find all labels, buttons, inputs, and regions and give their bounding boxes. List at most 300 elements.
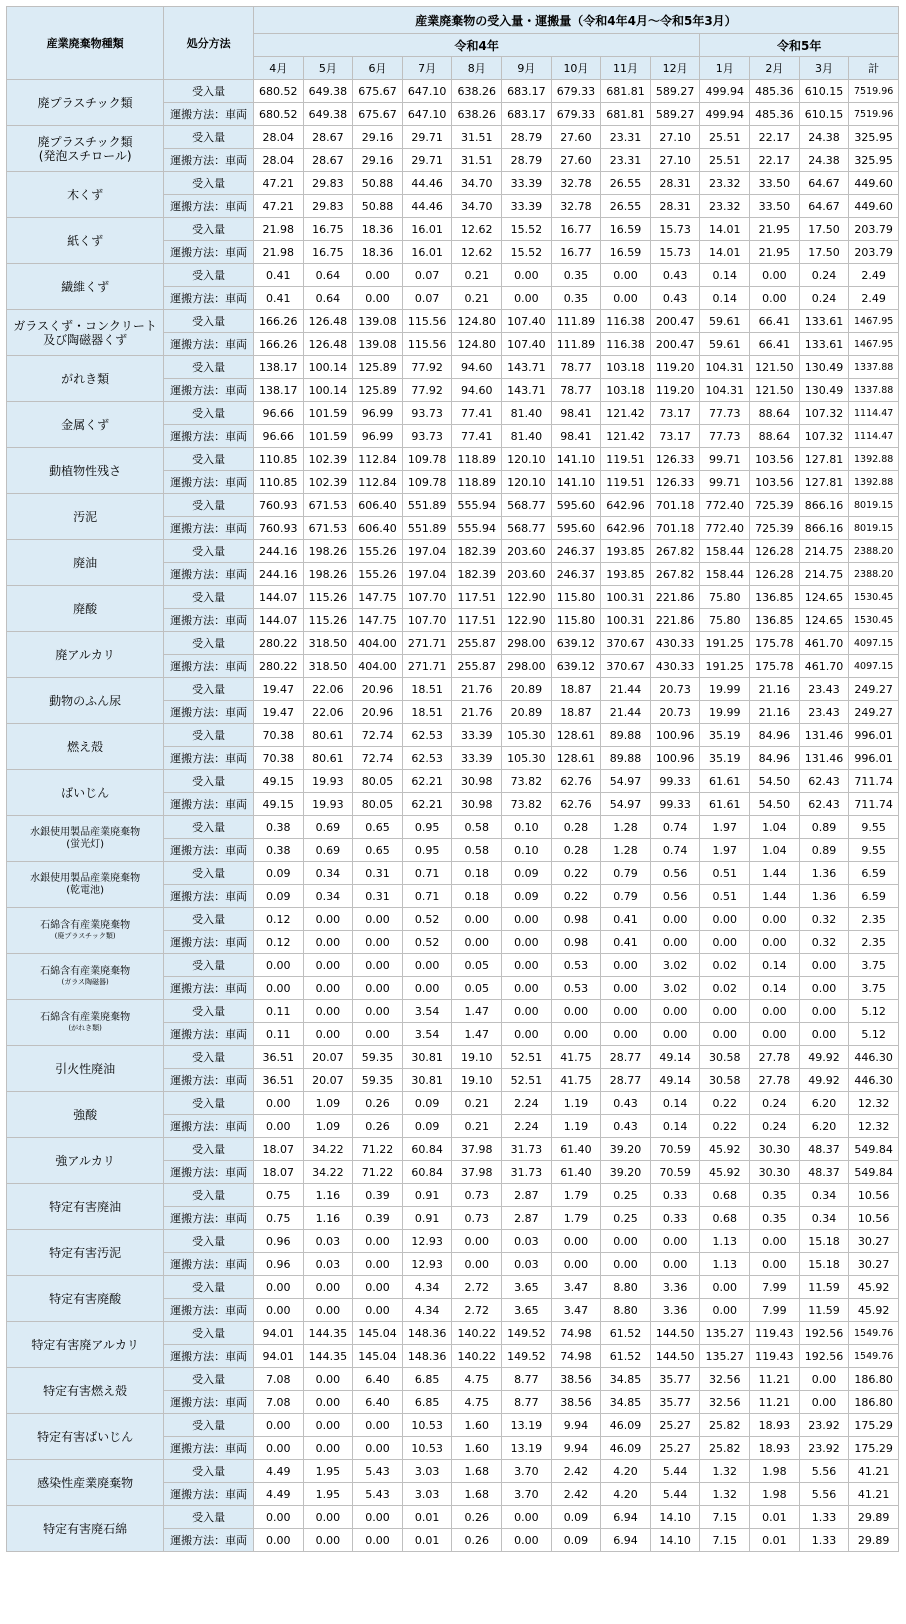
value-cell: 0.01 [402, 1529, 452, 1552]
value-cell: 0.00 [551, 1023, 601, 1046]
value-cell: 102.39 [303, 448, 353, 471]
waste-type-cell [7, 1184, 164, 1230]
value-cell: 35.19 [700, 747, 750, 770]
value-cell: 0.69 [303, 839, 353, 862]
value-cell: 1.47 [452, 1023, 502, 1046]
value-cell: 772.40 [700, 494, 750, 517]
value-cell: 1.79 [551, 1207, 601, 1230]
value-cell: 0.00 [799, 1000, 849, 1023]
value-cell: 23.31 [601, 126, 651, 149]
table-row [7, 310, 899, 333]
value-cell: 0.00 [353, 1000, 403, 1023]
value-cell: 0.07 [402, 287, 452, 310]
value-cell: 0.53 [551, 954, 601, 977]
header-month: 1月 [700, 57, 750, 80]
value-cell: 244.16 [253, 563, 303, 586]
value-cell: 182.39 [452, 540, 502, 563]
value-cell: 124.65 [799, 586, 849, 609]
value-cell: 28.31 [650, 172, 700, 195]
value-cell: 18.07 [253, 1161, 303, 1184]
value-cell: 1.33 [799, 1506, 849, 1529]
value-cell: 0.96 [253, 1253, 303, 1276]
table-row [7, 264, 899, 287]
value-cell: 46.09 [601, 1414, 651, 1437]
value-cell: 33.39 [502, 195, 552, 218]
value-cell: 680.52 [253, 103, 303, 126]
method-transport: 運搬方法：車両 [164, 839, 254, 862]
value-cell: 244.16 [253, 540, 303, 563]
value-cell: 0.00 [253, 1506, 303, 1529]
value-cell: 0.12 [253, 931, 303, 954]
value-cell: 118.89 [452, 448, 502, 471]
value-cell: 115.26 [303, 609, 353, 632]
value-cell: 64.67 [799, 195, 849, 218]
value-cell: 1.09 [303, 1092, 353, 1115]
value-cell: 671.53 [303, 517, 353, 540]
value-cell: 0.25 [601, 1184, 651, 1207]
value-cell: 100.31 [601, 609, 651, 632]
waste-type-cell [7, 1506, 164, 1552]
value-cell: 0.00 [402, 977, 452, 1000]
value-cell: 147.75 [353, 609, 403, 632]
method-receive: 受入量 [164, 264, 254, 287]
header-month: 11月 [601, 57, 651, 80]
value-cell: 6.40 [353, 1391, 403, 1414]
value-cell: 45.92 [700, 1161, 750, 1184]
value-cell: 649.38 [303, 80, 353, 103]
value-cell: 0.09 [551, 1506, 601, 1529]
value-cell: 18.87 [551, 701, 601, 724]
value-cell: 760.93 [253, 517, 303, 540]
value-cell: 107.32 [799, 425, 849, 448]
value-cell: 0.00 [353, 1529, 403, 1552]
value-cell: 568.77 [502, 517, 552, 540]
value-cell: 772.40 [700, 517, 750, 540]
value-cell: 39.20 [601, 1161, 651, 1184]
value-cell: 1.98 [750, 1460, 800, 1483]
value-cell: 120.10 [502, 471, 552, 494]
value-cell: 0.73 [452, 1184, 502, 1207]
value-cell: 0.00 [452, 931, 502, 954]
value-cell: 0.07 [402, 264, 452, 287]
value-cell: 52.51 [502, 1046, 552, 1069]
value-cell: 555.94 [452, 494, 502, 517]
table-row [7, 816, 899, 839]
value-cell: 0.00 [303, 954, 353, 977]
value-cell: 20.07 [303, 1046, 353, 1069]
header-month: 2月 [750, 57, 800, 80]
value-cell: 102.39 [303, 471, 353, 494]
value-cell: 8.77 [502, 1368, 552, 1391]
value-cell: 1.13 [700, 1253, 750, 1276]
method-transport: 運搬方法：車両 [164, 241, 254, 264]
value-cell: 12.62 [452, 241, 502, 264]
value-cell: 198.26 [303, 540, 353, 563]
method-receive: 受入量 [164, 954, 254, 977]
value-cell: 6.94 [601, 1506, 651, 1529]
value-cell: 94.01 [253, 1322, 303, 1345]
total-cell: 29.89 [849, 1506, 899, 1529]
value-cell: 589.27 [650, 103, 700, 126]
value-cell: 109.78 [402, 471, 452, 494]
value-cell: 81.40 [502, 425, 552, 448]
value-cell: 0.21 [452, 287, 502, 310]
value-cell: 0.52 [402, 931, 452, 954]
value-cell: 30.58 [700, 1069, 750, 1092]
value-cell: 62.53 [402, 747, 452, 770]
waste-type-cell [7, 1092, 164, 1138]
value-cell: 21.44 [601, 701, 651, 724]
waste-type-label: (蛍光灯) [66, 838, 105, 850]
total-cell: 2.49 [849, 264, 899, 287]
value-cell: 17.50 [799, 241, 849, 264]
value-cell: 191.25 [700, 632, 750, 655]
value-cell: 203.60 [502, 540, 552, 563]
value-cell: 140.22 [452, 1345, 502, 1368]
value-cell: 370.67 [601, 655, 651, 678]
value-cell: 29.83 [303, 195, 353, 218]
value-cell: 21.95 [750, 241, 800, 264]
value-cell: 4.20 [601, 1460, 651, 1483]
value-cell: 7.08 [253, 1368, 303, 1391]
value-cell: 0.03 [303, 1230, 353, 1253]
total-cell: 449.60 [849, 195, 899, 218]
value-cell: 0.00 [799, 1023, 849, 1046]
value-cell: 0.26 [452, 1529, 502, 1552]
value-cell: 0.03 [502, 1253, 552, 1276]
method-receive: 受入量 [164, 1414, 254, 1437]
value-cell: 1.16 [303, 1184, 353, 1207]
method-transport: 運搬方法：車両 [164, 609, 254, 632]
value-cell: 0.41 [253, 287, 303, 310]
waste-type-label: 廃油 [73, 555, 98, 570]
value-cell: 100.96 [650, 724, 700, 747]
value-cell: 0.00 [650, 1000, 700, 1023]
method-receive: 受入量 [164, 540, 254, 563]
value-cell: 96.99 [353, 402, 403, 425]
value-cell: 26.55 [601, 172, 651, 195]
table-row [7, 1276, 899, 1299]
value-cell: 0.09 [253, 862, 303, 885]
value-cell: 32.78 [551, 172, 601, 195]
value-cell: 49.15 [253, 793, 303, 816]
value-cell: 760.93 [253, 494, 303, 517]
value-cell: 1.36 [799, 885, 849, 908]
value-cell: 0.00 [303, 1506, 353, 1529]
value-cell: 0.39 [353, 1184, 403, 1207]
value-cell: 0.02 [700, 954, 750, 977]
waste-type-cell [7, 1230, 164, 1276]
value-cell: 17.50 [799, 218, 849, 241]
value-cell: 0.02 [700, 977, 750, 1000]
value-cell: 18.93 [750, 1437, 800, 1460]
value-cell: 725.39 [750, 517, 800, 540]
total-cell: 12.32 [849, 1115, 899, 1138]
value-cell: 16.77 [551, 241, 601, 264]
value-cell: 0.41 [601, 931, 651, 954]
value-cell: 0.00 [253, 954, 303, 977]
value-cell: 100.14 [303, 379, 353, 402]
value-cell: 679.33 [551, 103, 601, 126]
value-cell: 0.00 [353, 931, 403, 954]
table-row [7, 1230, 899, 1253]
value-cell: 0.00 [402, 954, 452, 977]
value-cell: 0.65 [353, 839, 403, 862]
method-receive: 受入量 [164, 172, 254, 195]
value-cell: 606.40 [353, 494, 403, 517]
value-cell: 701.18 [650, 494, 700, 517]
value-cell: 701.18 [650, 517, 700, 540]
total-cell: 3.75 [849, 954, 899, 977]
value-cell: 221.86 [650, 586, 700, 609]
value-cell: 119.20 [650, 356, 700, 379]
method-transport: 運搬方法：車両 [164, 977, 254, 1000]
value-cell: 191.25 [700, 655, 750, 678]
method-receive: 受入量 [164, 80, 254, 103]
value-cell: 143.71 [502, 356, 552, 379]
value-cell: 122.90 [502, 586, 552, 609]
value-cell: 0.00 [303, 908, 353, 931]
value-cell: 1.33 [799, 1529, 849, 1552]
total-cell: 711.74 [849, 770, 899, 793]
value-cell: 0.00 [799, 1391, 849, 1414]
method-receive: 受入量 [164, 1092, 254, 1115]
method-transport: 運搬方法：車両 [164, 1437, 254, 1460]
value-cell: 0.00 [353, 287, 403, 310]
method-transport: 運搬方法：車両 [164, 747, 254, 770]
value-cell: 499.94 [700, 103, 750, 126]
value-cell: 0.58 [452, 816, 502, 839]
value-cell: 48.37 [799, 1161, 849, 1184]
waste-type-cell [7, 448, 164, 494]
value-cell: 0.00 [750, 931, 800, 954]
value-cell: 1.68 [452, 1483, 502, 1506]
value-cell: 31.51 [452, 126, 502, 149]
value-cell: 25.51 [700, 149, 750, 172]
value-cell: 642.96 [601, 517, 651, 540]
total-cell: 1337.88 [849, 356, 899, 379]
method-transport: 運搬方法：車両 [164, 471, 254, 494]
value-cell: 122.90 [502, 609, 552, 632]
waste-type-cell [7, 1322, 164, 1368]
value-cell: 675.67 [353, 80, 403, 103]
value-cell: 37.98 [452, 1161, 502, 1184]
table-row [7, 172, 899, 195]
value-cell: 606.40 [353, 517, 403, 540]
table-row [7, 1322, 899, 1345]
value-cell: 107.40 [502, 333, 552, 356]
value-cell: 0.00 [601, 287, 651, 310]
value-cell: 271.71 [402, 632, 452, 655]
value-cell: 33.50 [750, 195, 800, 218]
method-receive: 受入量 [164, 1322, 254, 1345]
value-cell: 0.22 [551, 885, 601, 908]
value-cell: 5.56 [799, 1483, 849, 1506]
value-cell: 681.81 [601, 103, 651, 126]
value-cell: 675.67 [353, 103, 403, 126]
waste-type-label: 金属くず [61, 417, 110, 432]
value-cell: 0.00 [700, 1276, 750, 1299]
value-cell: 115.56 [402, 333, 452, 356]
value-cell: 8.80 [601, 1276, 651, 1299]
value-cell: 144.07 [253, 586, 303, 609]
value-cell: 0.39 [353, 1207, 403, 1230]
value-cell: 73.17 [650, 425, 700, 448]
value-cell: 30.58 [700, 1046, 750, 1069]
value-cell: 0.00 [750, 1230, 800, 1253]
value-cell: 135.27 [700, 1345, 750, 1368]
value-cell: 12.62 [452, 218, 502, 241]
value-cell: 10.53 [402, 1414, 452, 1437]
value-cell: 200.47 [650, 310, 700, 333]
value-cell: 0.12 [253, 908, 303, 931]
table-row [7, 586, 899, 609]
value-cell: 267.82 [650, 540, 700, 563]
value-cell: 141.10 [551, 448, 601, 471]
value-cell: 0.00 [353, 977, 403, 1000]
header-era-r5: 令和5年 [700, 34, 899, 57]
value-cell: 0.00 [502, 264, 552, 287]
value-cell: 298.00 [502, 632, 552, 655]
method-receive: 受入量 [164, 218, 254, 241]
waste-type-cell [7, 1276, 164, 1322]
value-cell: 0.00 [253, 1276, 303, 1299]
value-cell: 0.51 [700, 862, 750, 885]
value-cell: 29.71 [402, 126, 452, 149]
value-cell: 866.16 [799, 494, 849, 517]
value-cell: 101.59 [303, 402, 353, 425]
value-cell: 107.40 [502, 310, 552, 333]
value-cell: 0.00 [303, 1299, 353, 1322]
value-cell: 138.17 [253, 356, 303, 379]
value-cell: 121.50 [750, 356, 800, 379]
value-cell: 1.68 [452, 1460, 502, 1483]
method-transport: 運搬方法：車両 [164, 333, 254, 356]
waste-type-cell [7, 1368, 164, 1414]
value-cell: 31.73 [502, 1161, 552, 1184]
value-cell: 3.02 [650, 977, 700, 1000]
method-transport: 運搬方法：車両 [164, 655, 254, 678]
value-cell: 0.64 [303, 287, 353, 310]
waste-type-label: 廃酸 [73, 601, 98, 616]
value-cell: 318.50 [303, 655, 353, 678]
value-cell: 30.30 [750, 1161, 800, 1184]
value-cell: 0.00 [253, 1092, 303, 1115]
value-cell: 110.85 [253, 471, 303, 494]
value-cell: 2.24 [502, 1115, 552, 1138]
total-cell: 8019.15 [849, 517, 899, 540]
total-cell: 2.49 [849, 287, 899, 310]
value-cell: 27.78 [750, 1046, 800, 1069]
value-cell: 5.43 [353, 1483, 403, 1506]
value-cell: 0.35 [750, 1184, 800, 1207]
value-cell: 70.59 [650, 1161, 700, 1184]
value-cell: 0.91 [402, 1207, 452, 1230]
value-cell: 28.77 [601, 1046, 651, 1069]
value-cell: 0.14 [750, 977, 800, 1000]
value-cell: 126.28 [750, 540, 800, 563]
total-cell: 4097.15 [849, 632, 899, 655]
waste-type-label: 引火性廃油 [55, 1061, 116, 1076]
value-cell: 16.75 [303, 241, 353, 264]
value-cell: 0.00 [601, 264, 651, 287]
value-cell: 3.70 [502, 1460, 552, 1483]
value-cell: 555.94 [452, 517, 502, 540]
value-cell: 128.61 [551, 747, 601, 770]
value-cell: 0.00 [353, 1414, 403, 1437]
value-cell: 0.91 [402, 1184, 452, 1207]
method-receive: 受入量 [164, 448, 254, 471]
table-row [7, 1092, 899, 1115]
value-cell: 0.00 [502, 1000, 552, 1023]
value-cell: 28.79 [502, 126, 552, 149]
value-cell: 62.43 [799, 770, 849, 793]
value-cell: 18.36 [353, 218, 403, 241]
value-cell: 124.80 [452, 333, 502, 356]
value-cell: 144.50 [650, 1322, 700, 1345]
table-row [7, 724, 899, 747]
value-cell: 31.51 [452, 149, 502, 172]
value-cell: 0.79 [601, 885, 651, 908]
value-cell: 98.41 [551, 425, 601, 448]
value-cell: 1.36 [799, 862, 849, 885]
value-cell: 182.39 [452, 563, 502, 586]
value-cell: 0.00 [601, 977, 651, 1000]
value-cell: 0.10 [502, 839, 552, 862]
value-cell: 638.26 [452, 80, 502, 103]
method-transport: 運搬方法：車両 [164, 149, 254, 172]
value-cell: 0.74 [650, 816, 700, 839]
header-month: 7月 [402, 57, 452, 80]
value-cell: 6.20 [799, 1115, 849, 1138]
value-cell: 0.18 [452, 862, 502, 885]
value-cell: 0.24 [799, 287, 849, 310]
total-cell: 10.56 [849, 1184, 899, 1207]
value-cell: 136.85 [750, 586, 800, 609]
total-cell: 2388.20 [849, 563, 899, 586]
value-cell: 21.98 [253, 218, 303, 241]
value-cell: 144.50 [650, 1345, 700, 1368]
value-cell: 639.12 [551, 632, 601, 655]
value-cell: 112.84 [353, 471, 403, 494]
value-cell: 4.49 [253, 1460, 303, 1483]
value-cell: 197.04 [402, 540, 452, 563]
waste-type-cell [7, 1138, 164, 1184]
value-cell: 14.01 [700, 218, 750, 241]
value-cell: 80.61 [303, 724, 353, 747]
value-cell: 0.34 [303, 862, 353, 885]
value-cell: 20.07 [303, 1069, 353, 1092]
value-cell: 16.77 [551, 218, 601, 241]
value-cell: 46.09 [601, 1437, 651, 1460]
value-cell: 77.73 [700, 425, 750, 448]
value-cell: 19.99 [700, 701, 750, 724]
value-cell: 568.77 [502, 494, 552, 517]
value-cell: 5.44 [650, 1483, 700, 1506]
value-cell: 75.80 [700, 609, 750, 632]
value-cell: 133.61 [799, 333, 849, 356]
value-cell: 0.69 [303, 816, 353, 839]
value-cell: 0.00 [750, 264, 800, 287]
value-cell: 20.89 [502, 701, 552, 724]
value-cell: 25.51 [700, 126, 750, 149]
value-cell: 0.33 [650, 1207, 700, 1230]
value-cell: 2.72 [452, 1276, 502, 1299]
total-cell: 12.32 [849, 1092, 899, 1115]
value-cell: 7.15 [700, 1529, 750, 1552]
value-cell: 8.80 [601, 1299, 651, 1322]
value-cell: 647.10 [402, 80, 452, 103]
